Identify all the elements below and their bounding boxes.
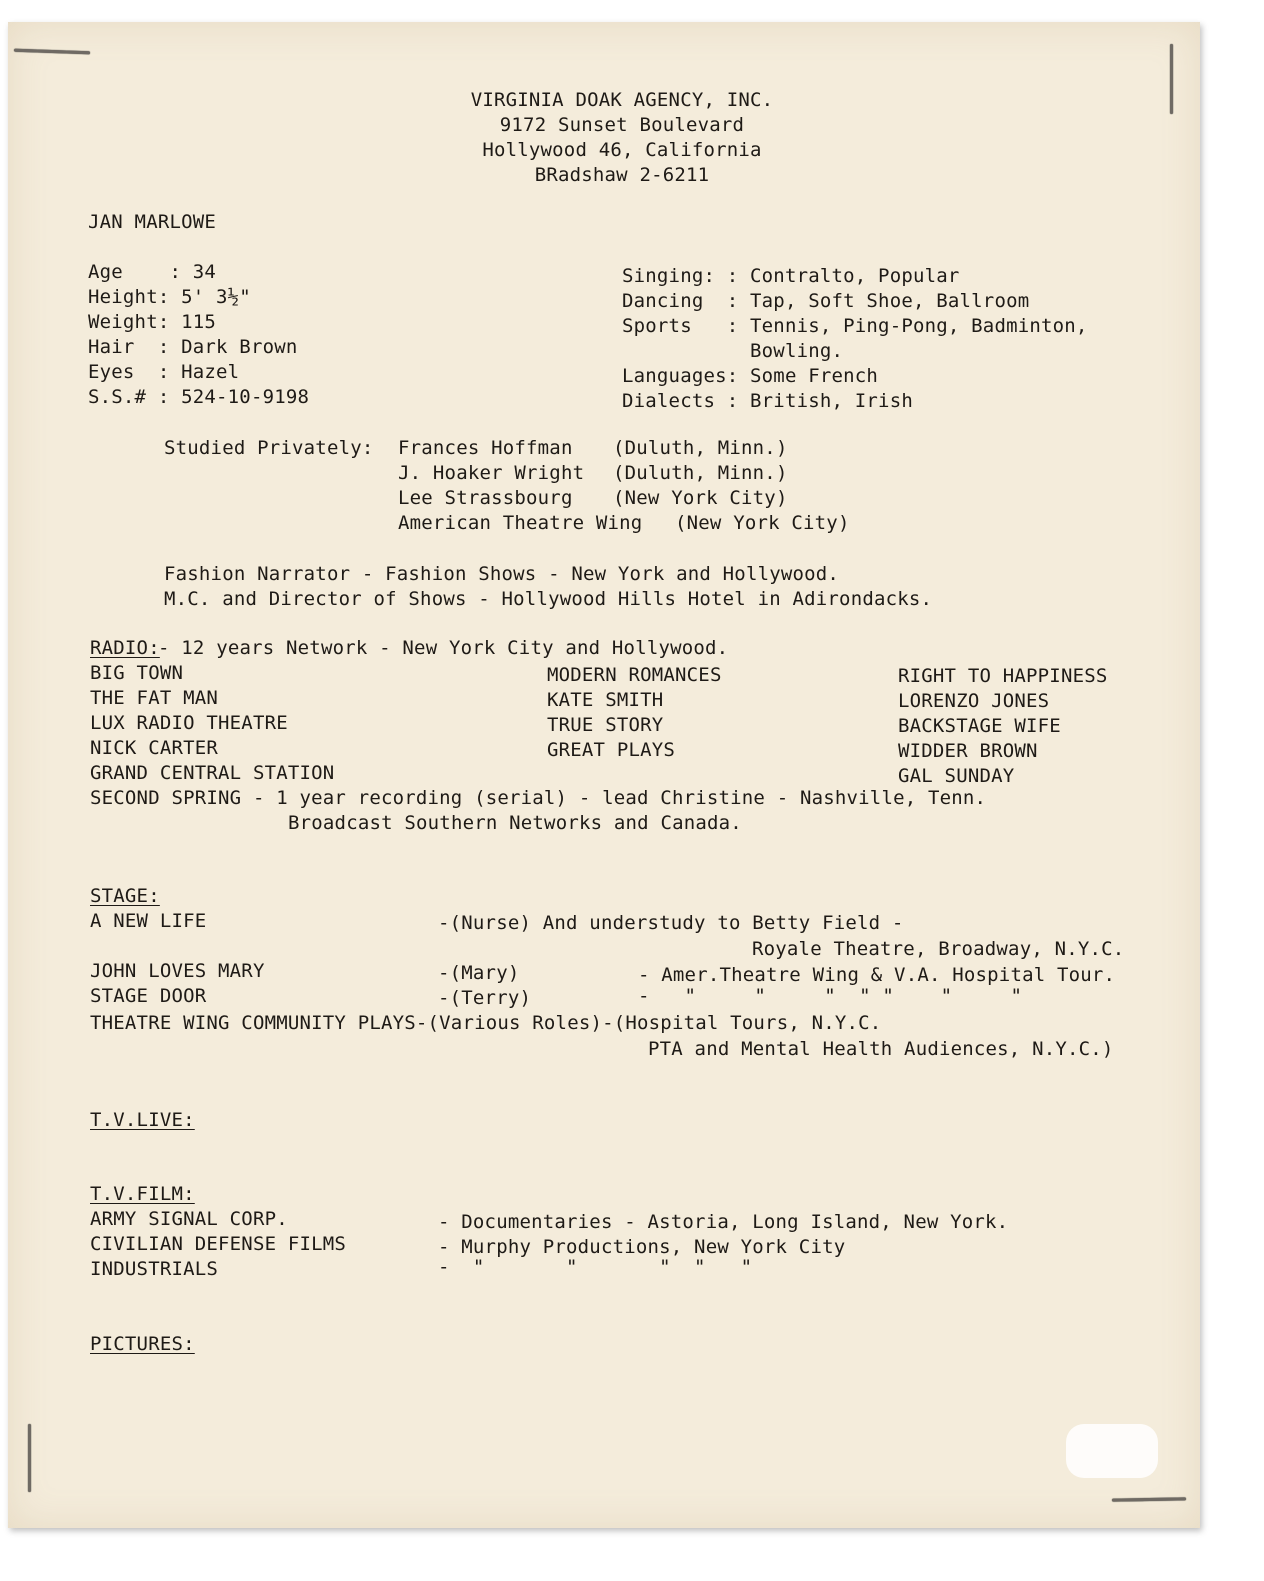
stage-title: STAGE DOOR	[90, 985, 207, 1007]
radio-show: THE FAT MAN	[90, 687, 219, 709]
tv-film-detail: - Murphy Productions, New York City	[438, 1236, 846, 1258]
radio-show: WIDDER BROWN	[898, 740, 1038, 762]
studied-label: Studied Privately:	[164, 437, 374, 459]
stage-venue-ditto: - " " " " " " "	[638, 985, 1023, 1007]
staple-bottom-right	[1112, 1497, 1186, 1501]
radio-show: GRAND CENTRAL STATION	[90, 762, 335, 784]
teacher-place: (New York City)	[613, 487, 788, 509]
stage-role: -(Terry)	[438, 987, 532, 1009]
radio-show: MODERN ROMANCES	[547, 664, 722, 686]
agency-street: 9172 Sunset Boulevard	[499, 114, 745, 136]
radio-show: BIG TOWN	[90, 662, 184, 684]
stage-venue: Royale Theatre, Broadway, N.Y.C.	[752, 938, 1125, 960]
stage-community: THEATRE WING COMMUNITY PLAYS-(Various Roles)-(Hospital Tours, N.Y.C.	[90, 1012, 882, 1034]
resume-sheet	[8, 22, 1200, 1528]
tv-film-title: CIVILIAN DEFENSE FILMS	[90, 1233, 347, 1255]
teacher: J. Hoaker Wright	[398, 462, 585, 484]
teacher: American Theatre Wing	[398, 512, 643, 534]
tv-live-heading: T.V.LIVE:	[90, 1109, 195, 1131]
radio-show: GAL SUNDAY	[898, 765, 1015, 787]
staple-bottom-left	[28, 1424, 31, 1492]
vital-weight: Weight: 115	[88, 311, 217, 333]
client-name: JAN MARLOWE	[88, 211, 217, 233]
tv-film-detail: - " " " " "	[438, 1256, 753, 1278]
radio-show: NICK CARTER	[90, 737, 219, 759]
tv-film-heading: T.V.FILM:	[90, 1183, 195, 1205]
tv-film-detail: - Documentaries - Astoria, Long Island, New York.	[438, 1211, 1009, 1233]
stage-title: A NEW LIFE	[90, 910, 207, 932]
radio-show: TRUE STORY	[547, 714, 664, 736]
radio-serial-cont: Broadcast Southern Networks and Canada.	[288, 812, 742, 834]
radio-show: RIGHT TO HAPPINESS	[898, 665, 1108, 687]
radio-show: KATE SMITH	[547, 689, 664, 711]
stage-role: -(Mary)	[438, 962, 520, 984]
radio-show: BACKSTAGE WIFE	[898, 715, 1061, 737]
agency-name: VIRGINIA DOAK AGENCY, INC.	[470, 89, 774, 111]
stage-community-cont: PTA and Mental Health Audiences, N.Y.C.)	[648, 1038, 1114, 1060]
teacher: Frances Hoffman	[398, 437, 573, 459]
pictures-heading: PICTURES:	[90, 1333, 195, 1355]
teacher-place: (Duluth, Minn.)	[613, 462, 788, 484]
tv-film-title: INDUSTRIALS	[90, 1258, 219, 1280]
paper-stain	[1066, 1424, 1158, 1478]
radio-show: LORENZO JONES	[898, 690, 1050, 712]
vital-hair: Hair : Dark Brown	[88, 336, 298, 358]
note-mc: M.C. and Director of Shows - Hollywood Hills Hotel in Adirondacks.	[164, 588, 933, 610]
vital-ss: S.S.# : 524-10-9198	[88, 386, 310, 408]
agency-phone: BRadshaw 2-6211	[534, 164, 710, 186]
stage-heading: STAGE:	[90, 885, 160, 907]
radio-intro: - 12 years Network - New York City and Hollywood.	[158, 637, 729, 659]
stage-title: JOHN LOVES MARY	[90, 960, 265, 982]
agency-city: Hollywood 46, California	[482, 139, 762, 161]
stage-venue: - Amer.Theatre Wing & V.A. Hospital Tour.	[638, 964, 1116, 986]
skill-sports: Sports : Tennis, Ping-Pong, Badminton,	[622, 315, 1088, 337]
radio-heading: RADIO:	[90, 637, 160, 659]
radio-show: GREAT PLAYS	[547, 739, 676, 761]
radio-show: LUX RADIO THEATRE	[90, 712, 288, 734]
note-fashion: Fashion Narrator - Fashion Shows - New York and Hollywood.	[164, 563, 840, 585]
skill-singing: Singing: : Contralto, Popular	[622, 265, 960, 287]
vital-eyes: Eyes : Hazel	[88, 361, 240, 383]
tv-film-title: ARMY SIGNAL CORP.	[90, 1208, 288, 1230]
skill-dialects: Dialects : British, Irish	[622, 390, 913, 412]
stage-role: -(Nurse) And understudy to Betty Field -	[438, 912, 904, 934]
radio-serial: SECOND SPRING - 1 year recording (serial) - lead Christine - Nashville, Tenn.	[90, 787, 987, 809]
teacher-place: (New York City)	[675, 512, 850, 534]
teacher: Lee Strassbourg	[398, 487, 573, 509]
skill-languages: Languages: Some French	[622, 365, 879, 387]
skill-sports-cont: Bowling.	[622, 340, 844, 362]
skill-dancing: Dancing : Tap, Soft Shoe, Ballroom	[622, 290, 1030, 312]
vital-age: Age : 34	[88, 261, 217, 283]
teacher-place: (Duluth, Minn.)	[613, 437, 788, 459]
staple-top-left	[14, 49, 90, 55]
vital-height: Height: 5' 3½"	[88, 286, 251, 308]
